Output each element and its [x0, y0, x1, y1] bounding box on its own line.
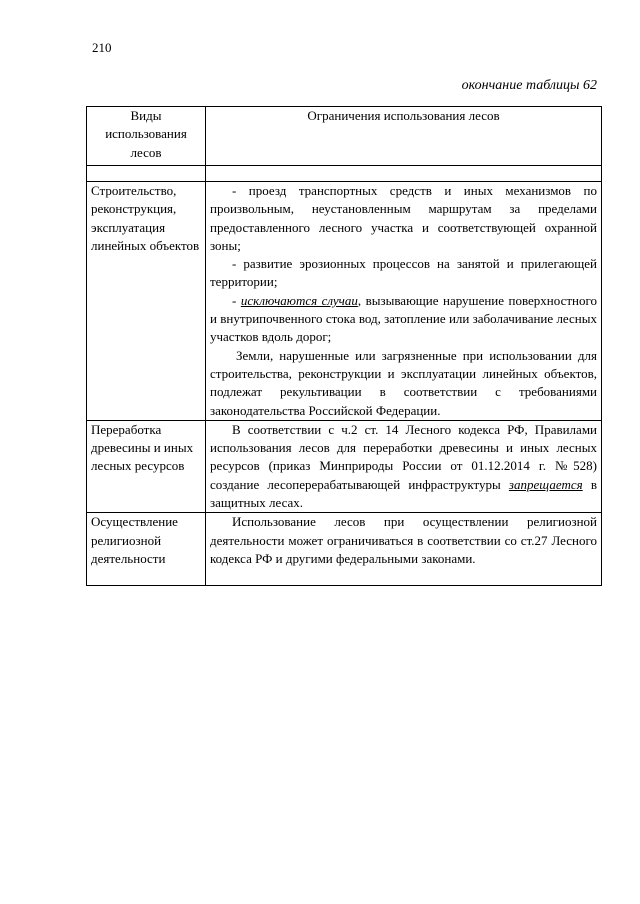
restriction-paragraph [210, 292, 597, 347]
restriction-cell [206, 420, 602, 512]
restriction-paragraph [210, 421, 597, 512]
emphasized-text: исключаются случаи [240, 292, 358, 308]
table-spacer-row [87, 166, 602, 182]
paragraph-suffix: в защитных лесах. [210, 476, 597, 511]
paragraph-prefix: В соответствии с ч.2 ст. 14 Лесного кодекса РФ, Правилами использования лесов для переработки древесины и иных лесных ресурсов (приказ Минприроды России от 01.12.2014 г. №528) создание лесоперерабатывающей инфраструктуры [210, 421, 597, 492]
header-restrictions: Ограничения использования лесов [206, 107, 602, 166]
restrictions-table [86, 106, 602, 586]
table-caption: окончание таблицы 62 [461, 78, 597, 93]
header-forest-use-types: Виды использования лесов [87, 107, 206, 166]
restriction-cell [206, 513, 602, 586]
page-number: 210 [92, 40, 112, 55]
emphasized-text: запрещается [508, 476, 583, 492]
restriction-paragraph: Использование лесов при осуществлении религиозной деятельности может ограничиваться в соответствии со ст.27 Лесного кодекса РФ и другими федеральными законами. [210, 514, 597, 566]
restriction-cell [206, 182, 602, 421]
table-header-row [87, 107, 602, 166]
table-row [87, 513, 602, 586]
table-row [87, 420, 602, 512]
forest-use-type-cell: Осуществление религиозной деятельности [87, 513, 206, 586]
forest-use-type-cell: Переработка древесины и иных лесных ресурсов [87, 420, 206, 512]
table-row [87, 182, 602, 421]
restriction-paragraph: - развитие эрозионных процессов на занятой и прилегающей территории; [210, 256, 597, 290]
paragraph-prefix: - [232, 292, 241, 308]
paragraph-suffix: , вызывающие нарушение поверхностного и внутрипочвенного стока вод, затопление или заболачивание лесных участков вдоль дорог; [210, 292, 597, 345]
forest-use-type-cell: Строительство, реконструкция, эксплуатация линейных объектов [87, 182, 206, 421]
restriction-paragraph: Земли, нарушенные или загрязненные при использовании для строительства, реконструкции и эксплуатации линейных объектов, подлежат рекультивации в соответствии с требованиями законодательства Российской Федерации. [210, 347, 597, 418]
restriction-paragraph: - проезд транспортных средств и иных механизмов по произвольным, неустановленным маршрутам за пределами предоставленного лесного участка и соответствующей охранной зоны; [210, 183, 597, 253]
